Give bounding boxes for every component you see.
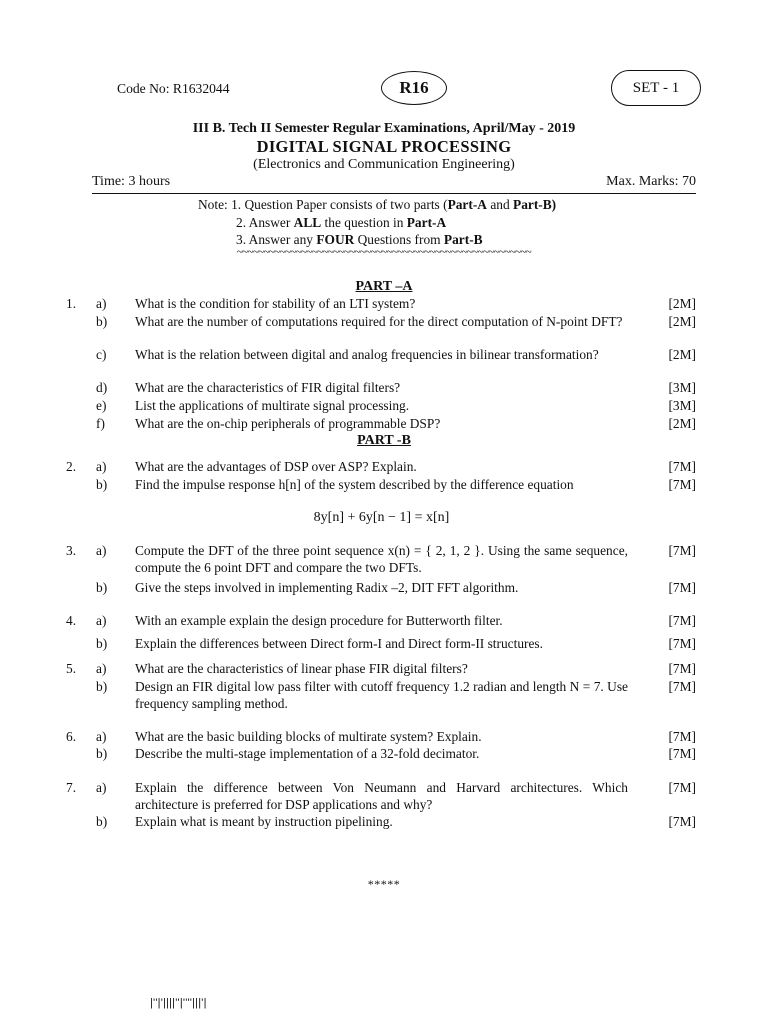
question-marks: [7M] <box>668 459 696 474</box>
question-number: 7. <box>66 780 77 795</box>
note-bold: FOUR <box>316 232 355 247</box>
question-marks: [2M] <box>668 296 696 311</box>
set-badge <box>611 70 701 106</box>
barcode-text: |''|'||||''|''''|||'| <box>150 997 207 1009</box>
note-bold: Part-A <box>406 214 447 230</box>
note-bold: Part-B) <box>513 197 557 212</box>
question-marks: [2M] <box>668 416 696 431</box>
question-marks: [7M] <box>668 613 696 628</box>
question-text: What are the characteristics of FIR digital filters? <box>135 380 401 395</box>
question-text: Explain what is meant by instruction pipelining. <box>135 814 393 829</box>
question-text: Design an FIR digital low pass filter with cutoff frequency 1.2 radian and length N = 7. Use frequency sampling method. <box>135 679 628 711</box>
sub-label: b) <box>96 477 108 492</box>
note-line-1 <box>198 196 556 214</box>
question-marks: [7M] <box>668 780 696 795</box>
question-number: 4. <box>66 613 77 628</box>
part-a-heading-text: PART –A <box>355 279 413 294</box>
note-bold: Part-B <box>443 232 483 247</box>
sub-label: b) <box>96 679 108 694</box>
sub-label: b) <box>96 580 108 595</box>
sub-label: a) <box>96 459 107 474</box>
question-marks: [7M] <box>668 729 696 744</box>
question-marks: [3M] <box>668 380 696 395</box>
question-marks: [7M] <box>668 661 696 676</box>
sub-label: b) <box>96 814 108 829</box>
question-text: What is the condition for stability of an LTI system? <box>135 296 416 311</box>
sub-label: b) <box>96 636 108 651</box>
note-text: Note: 1. Question Paper consists of two parts ( <box>198 197 448 212</box>
question-marks: [7M] <box>668 543 696 558</box>
sub-label: f) <box>96 416 105 431</box>
sub-label: e) <box>96 398 107 413</box>
question-text: What are the advantages of DSP over ASP? Explain. <box>135 459 417 474</box>
question-text: Compute the DFT of the three point sequence x(n) = { 2, 1, 2 }. Using the same sequence, compute the 6 point DFT and compare the two DFTs. <box>135 543 628 575</box>
question-text: What are the on-chip peripherals of programmable DSP? <box>135 416 441 431</box>
question-marks: [7M] <box>668 814 696 829</box>
branch-name: (Electronics and Communication Engineering) <box>253 157 515 172</box>
question-marks: [2M] <box>668 314 696 329</box>
part-b-heading-text: PART -B <box>357 433 411 448</box>
sub-label: b) <box>96 746 108 761</box>
note-text: 3. Answer any <box>236 232 317 247</box>
sub-label: d) <box>96 380 108 395</box>
question-text: What are the characteristics of linear phase FIR digital filters? <box>135 661 468 676</box>
question-number: 3. <box>66 543 77 558</box>
question-text: Find the impulse response h[n] of the system described by the difference equation <box>135 477 574 492</box>
difference-equation: 8y[n] + 6y[n − 1] = x[n] <box>313 510 450 525</box>
question-text: Give the steps involved in implementing Radix –2, DIT FFT algorithm. <box>135 580 519 595</box>
question-marks: [7M] <box>668 636 696 651</box>
sub-label: b) <box>96 314 108 329</box>
part-b-heading <box>0 433 768 449</box>
question-text: Explain the difference between Von Neumann and Harvard architectures. Which architecture is preferred for DSP applications and why? <box>135 780 628 812</box>
sub-label: a) <box>96 780 107 795</box>
question-number: 1. <box>66 296 77 311</box>
regulation-label: R16 <box>399 78 429 97</box>
code-number: Code No: R1632044 <box>117 81 230 96</box>
separator-line: ~~~~~~~~~~~~~~~~~~~~~~~~~~~~~~~~~~~~~~~~~~~~~~~~~~~~~~~ <box>236 246 532 258</box>
question-marks: [7M] <box>668 580 696 595</box>
subject-title: DIGITAL SIGNAL PROCESSING <box>256 137 512 156</box>
sub-label: c) <box>96 347 107 362</box>
header-divider <box>92 193 696 194</box>
question-marks: [7M] <box>668 477 696 492</box>
part-a-heading <box>0 279 768 295</box>
note-text: 2. Answer <box>236 214 294 230</box>
question-text: What are the basic building blocks of multirate system? Explain. <box>135 729 482 744</box>
note-text: and <box>486 197 514 212</box>
note-text: the question in <box>321 214 407 230</box>
question-marks: [2M] <box>668 347 696 362</box>
question-text: With an example explain the design procedure for Butterworth filter. <box>135 613 503 628</box>
note-text: Questions from <box>354 232 444 247</box>
instructions-note <box>198 196 556 249</box>
question-text: List the applications of multirate signal processing. <box>135 398 410 413</box>
note-bold: Part-A <box>447 197 487 212</box>
question-text: What is the relation between digital and analog frequencies in bilinear transformation? <box>135 347 599 362</box>
question-text: Describe the multi-stage implementation of a 32-fold decimator. <box>135 746 480 761</box>
sub-label: a) <box>96 661 107 676</box>
set-label: SET - 1 <box>632 79 680 96</box>
regulation-badge <box>381 71 447 105</box>
question-text: Explain the differences between Direct form-I and Direct form-II structures. <box>135 636 543 651</box>
question-marks: [7M] <box>668 746 696 761</box>
note-line-2 <box>198 214 556 232</box>
question-number: 6. <box>66 729 77 744</box>
note-bold: ALL <box>293 214 322 230</box>
sub-label: a) <box>96 613 107 628</box>
exam-time: Time: 3 hours <box>92 174 171 189</box>
sub-label: a) <box>96 729 107 744</box>
end-marker: ***** <box>367 877 401 891</box>
question-number: 2. <box>66 459 77 474</box>
question-number: 5. <box>66 661 77 676</box>
sub-label: a) <box>96 543 107 558</box>
exam-title: III B. Tech II Semester Regular Examinations, April/May - 2019 <box>192 121 576 136</box>
sub-label: a) <box>96 296 107 311</box>
question-marks: [7M] <box>668 679 696 694</box>
max-marks: Max. Marks: 70 <box>606 174 696 189</box>
question-marks: [3M] <box>668 398 696 413</box>
question-text: What are the number of computations required for the direct computation of N-point DFT? <box>135 314 623 329</box>
